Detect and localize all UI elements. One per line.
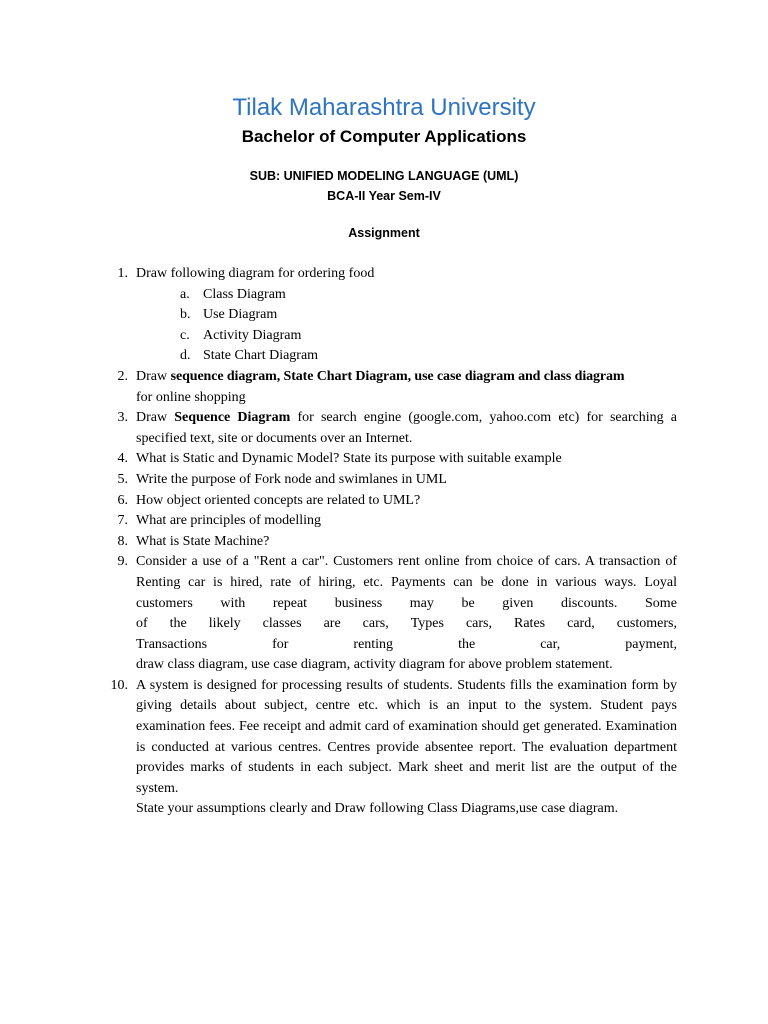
question-6 (0, 491, 677, 512)
subitem-text: State Chart Diagram (203, 348, 319, 364)
word: the (458, 636, 476, 652)
question-text: How object oriented concepts are related to UML? (136, 492, 421, 508)
question-text: Consider a use of a "Rent a car". Customers rent online from choice of cars. A transaction of Renting car is hired, rate of hiring, etc. Payments can be done in various ways. Loyal (136, 554, 677, 590)
word: car, (540, 636, 561, 652)
question-text: Write the purpose of Fork node and swimlanes in UML (136, 471, 447, 487)
word: are (323, 616, 341, 632)
question-7 (0, 511, 677, 532)
word: likely (208, 616, 241, 632)
word: for (272, 636, 289, 652)
question-5 (0, 470, 677, 491)
subitem-text: Use Diagram (203, 307, 278, 323)
question-8 (0, 532, 677, 553)
semester-line: BCA-II Year Sem-IV (327, 189, 441, 203)
word: the (169, 616, 187, 632)
word: given (502, 595, 534, 611)
subitem-letter: d. (180, 348, 191, 364)
question-text-line: draw class diagram, use case diagram, activity diagram for above problem statement. (136, 657, 613, 673)
question-4 (0, 449, 677, 470)
word: renting (353, 636, 394, 652)
word: Rates (514, 616, 546, 632)
question-10 (0, 676, 677, 820)
word: Transactions (136, 636, 208, 652)
question-number: 5. (117, 471, 128, 487)
question-text: Draw sequence diagram, State Chart Diagram, use case diagram and class diagram (136, 368, 625, 384)
word: repeat (272, 595, 308, 611)
degree-title: Bachelor of Computer Applications (241, 127, 527, 146)
question-text-line (136, 594, 677, 615)
question-3 (0, 408, 677, 449)
subitem-letter: c. (180, 327, 190, 343)
question-text: What is Static and Dynamic Model? State its purpose with suitable example (136, 451, 562, 467)
question-text: What is State Machine? (136, 533, 270, 549)
subitem-letter: a. (180, 286, 190, 302)
subitem-text: Activity Diagram (203, 327, 302, 343)
question-2 (0, 367, 677, 408)
question-number: 1. (117, 266, 128, 281)
question-list (0, 264, 768, 820)
word: customers (136, 595, 193, 611)
subject-line: SUB: UNIFIED MODELING LANGUAGE (UML) (249, 169, 519, 183)
subitem-d (0, 346, 768, 367)
word: cars, (362, 616, 389, 632)
question-number: 2. (117, 368, 128, 384)
word: card, (567, 616, 595, 632)
question-text-cont: for online shopping (136, 389, 246, 405)
question-number: 4. (117, 451, 128, 467)
subitem-b (0, 305, 768, 326)
word: cars, (465, 616, 492, 632)
word: be (461, 595, 475, 611)
question-text-last: State your assumptions clearly and Draw following Class Diagrams,use case diagram. (136, 801, 619, 817)
question-number: 10. (110, 677, 128, 693)
question-number: 7. (117, 513, 128, 529)
question-text: Draw following diagram for ordering food (136, 266, 375, 281)
question-1 (0, 264, 677, 285)
question-9 (0, 552, 677, 676)
subitem-letter: b. (180, 307, 191, 323)
word: payment, (625, 636, 677, 652)
question-text-line (136, 614, 677, 635)
question-number: 8. (117, 533, 128, 549)
question-text-line (136, 635, 677, 656)
word: Some (645, 595, 677, 611)
word: may (409, 595, 434, 611)
question-number: 3. (117, 410, 128, 426)
word: with (220, 595, 246, 611)
question-number: 6. (117, 492, 128, 508)
word: Types (410, 616, 444, 632)
word: classes (262, 616, 302, 632)
question-1-subitems (0, 285, 768, 367)
university-title: Tilak Maharashtra University (232, 94, 536, 121)
question-emphasis: Sequence Diagram (174, 410, 291, 426)
question-text: A system is designed for processing results of students. Students fills the examination form by giving details about subject, centre etc. which is an input to the system. Student pays examination fees. Fee receipt and admit card of examination should get generated. Examination is conducted at various centres. Centres provide absentee report. The evaluation department provides marks of students in each subject. Mark sheet and merit list are the output of the system. (136, 677, 677, 796)
subitem-a (0, 285, 768, 306)
word: business (334, 595, 383, 611)
assignment-heading: Assignment (348, 226, 420, 240)
word: discounts. (561, 595, 618, 611)
question-text-pre: Draw (136, 410, 175, 426)
question-text-post: for search engine (google.com, yahoo.com etc) for searching a specified text, site or documents over an Internet. (136, 410, 677, 446)
question-emphasis: sequence diagram, State Chart Diagram, use case diagram and class diagram (170, 368, 625, 384)
word: customers, (616, 616, 677, 632)
question-text: What are principles of modelling (136, 513, 322, 529)
word: of (136, 616, 148, 632)
question-number: 9. (117, 554, 128, 570)
subitem-text: Class Diagram (203, 286, 286, 302)
subitem-c (0, 326, 768, 347)
